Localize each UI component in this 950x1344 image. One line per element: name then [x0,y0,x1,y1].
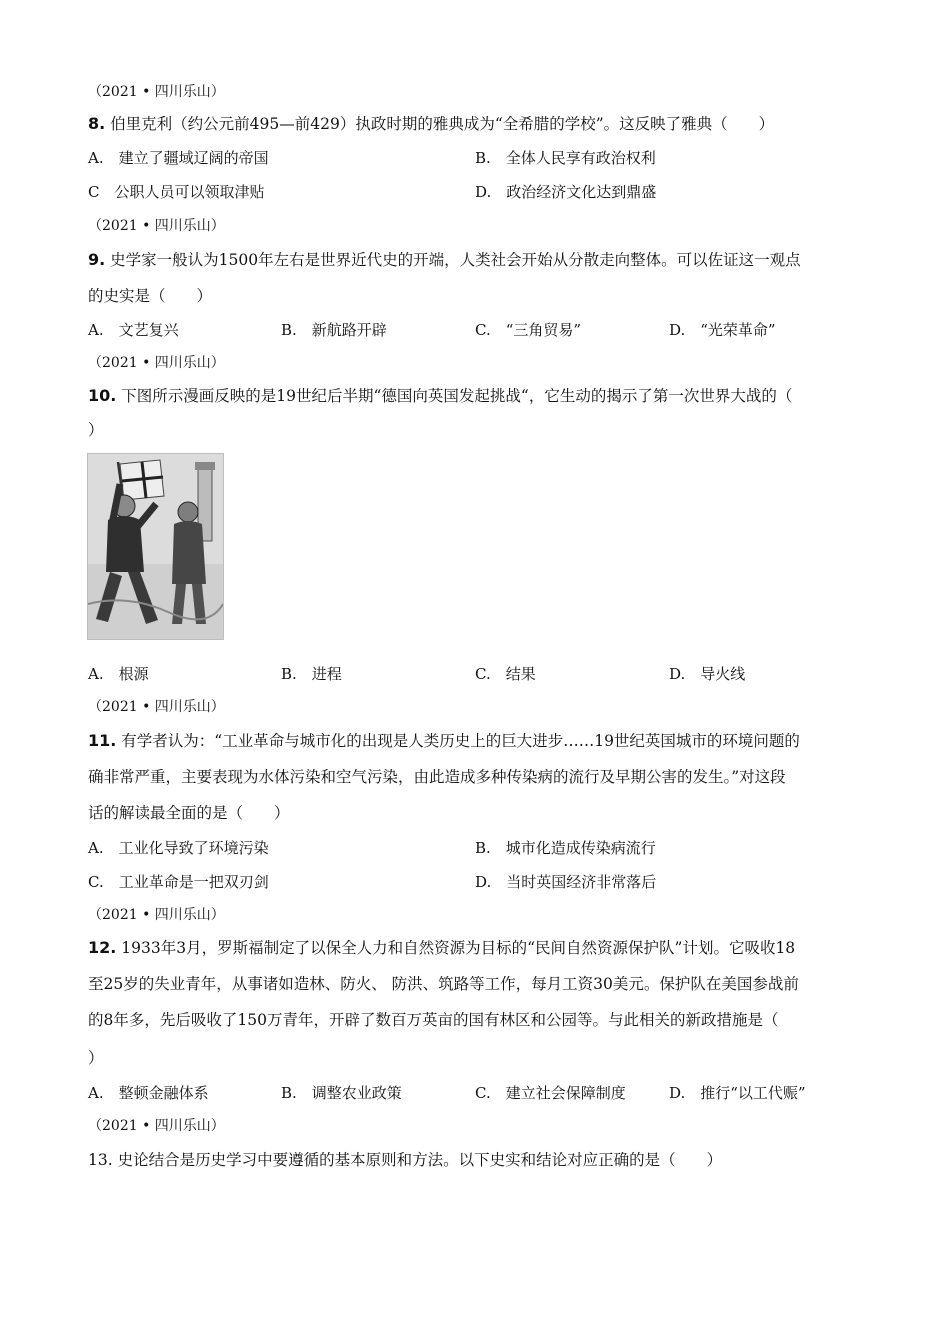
question-13-stem [88,1150,722,1170]
question-number: 13. [88,1151,113,1169]
option-a[interactable]: A. 建立了疆域辽阔的帝国 [88,149,269,167]
question-text-continued: 的史实是（ ） [88,287,213,305]
question-number: 10. [88,386,117,405]
option-c[interactable]: C 公职人员可以领取津贴 [88,183,265,201]
option-a[interactable]: A. 整顿金融体系 [88,1084,209,1102]
option-b[interactable]: B. 全体人民享有政治权利 [475,149,656,167]
option-d[interactable]: D. 当时英国经济非常落后 [475,873,657,891]
question-number: 12. [88,938,117,957]
question-text: 史学家一般认为1500年左右是世界近代史的开端，人类社会开始从分散走向整体。可以佐证这一观点 [110,251,801,269]
question-source: （2021 • 四川乐山） [88,907,225,923]
question-text-continued: ） [88,1049,104,1067]
option-c[interactable]: C. 工业革命是一把双刃剑 [88,873,269,891]
option-b[interactable]: B. 城市化造成传染病流行 [475,839,656,857]
question-10-stem [88,386,792,406]
option-d[interactable]: D. 政治经济文化达到鼎盛 [475,183,657,201]
option-d[interactable]: D. 推行“以工代赈” [669,1084,806,1102]
option-a[interactable]: A. 工业化导致了环境污染 [88,839,269,857]
question-source: （2021 • 四川乐山） [88,699,225,715]
option-a[interactable]: A. 根源 [88,665,149,683]
option-d[interactable]: D. 导火线 [669,665,746,683]
question-text: 伯里克利（约公元前495—前429）执政时期的雅典成为“全希腊的学校”。这反映了雅典（ ） [110,115,775,133]
question-text-continued: ） [88,421,104,439]
question-8-stem [88,114,774,134]
question-source: （2021 • 四川乐山） [88,218,225,234]
option-c[interactable]: C. 结果 [475,665,536,683]
question-number: 9. [88,250,106,269]
question-11-stem [88,731,800,751]
option-b[interactable]: B. 调整农业政策 [281,1084,402,1102]
question-9-stem [88,250,801,270]
question-text: 下图所示漫画反映的是19世纪后半期“德国向英国发起挑战“，它生动的揭示了第一次世界大战的（ [121,387,793,405]
option-c[interactable]: C. 建立社会保障制度 [475,1084,626,1102]
question-source: （2021 • 四川乐山） [88,355,225,371]
question-number: 8. [88,114,106,133]
question-12-stem [88,938,795,958]
option-c[interactable]: C. “三角贸易” [475,321,582,339]
question-text: 史论结合是历史学习中要遵循的基本原则和方法。以下史实和结论对应正确的是（ ） [117,1151,723,1169]
option-a[interactable]: A. 文艺复兴 [88,321,179,339]
question-text-continued: 确非常严重，主要表现为水体污染和空气污染，由此造成多种传染病的流行及早期公害的发生。”对这段 [88,768,786,786]
question-text: 1933年3月，罗斯福制定了以保全人力和自然资源为目标的“民间自然资源保护队”计划。它吸收18 [121,939,796,957]
question-text-continued: 话的解读最全面的是（ ） [88,804,290,822]
cartoon-illustration [87,453,224,640]
question-source: （2021 • 四川乐山） [88,1118,225,1134]
question-source: （2021 • 四川乐山） [88,84,225,100]
option-d[interactable]: D. “光荣革命” [669,321,776,339]
option-b[interactable]: B. 进程 [281,665,342,683]
question-text-continued: 至25岁的失业青年，从事诸如造林、防火、 防洪、筑路等工作，每月工资30美元。保护队在美国参战前 [88,975,799,993]
question-number: 11. [88,731,117,750]
question-text: 有学者认为：“工业革命与城市化的出现是人类历史上的巨大进步……19世纪英国城市的环境问题的 [121,732,800,750]
question-text-continued: 的8年多，先后吸收了150万青年，开辟了数百万英亩的国有林区和公园等。与此相关的新政措施是（ [88,1011,779,1029]
option-b[interactable]: B. 新航路开辟 [281,321,387,339]
